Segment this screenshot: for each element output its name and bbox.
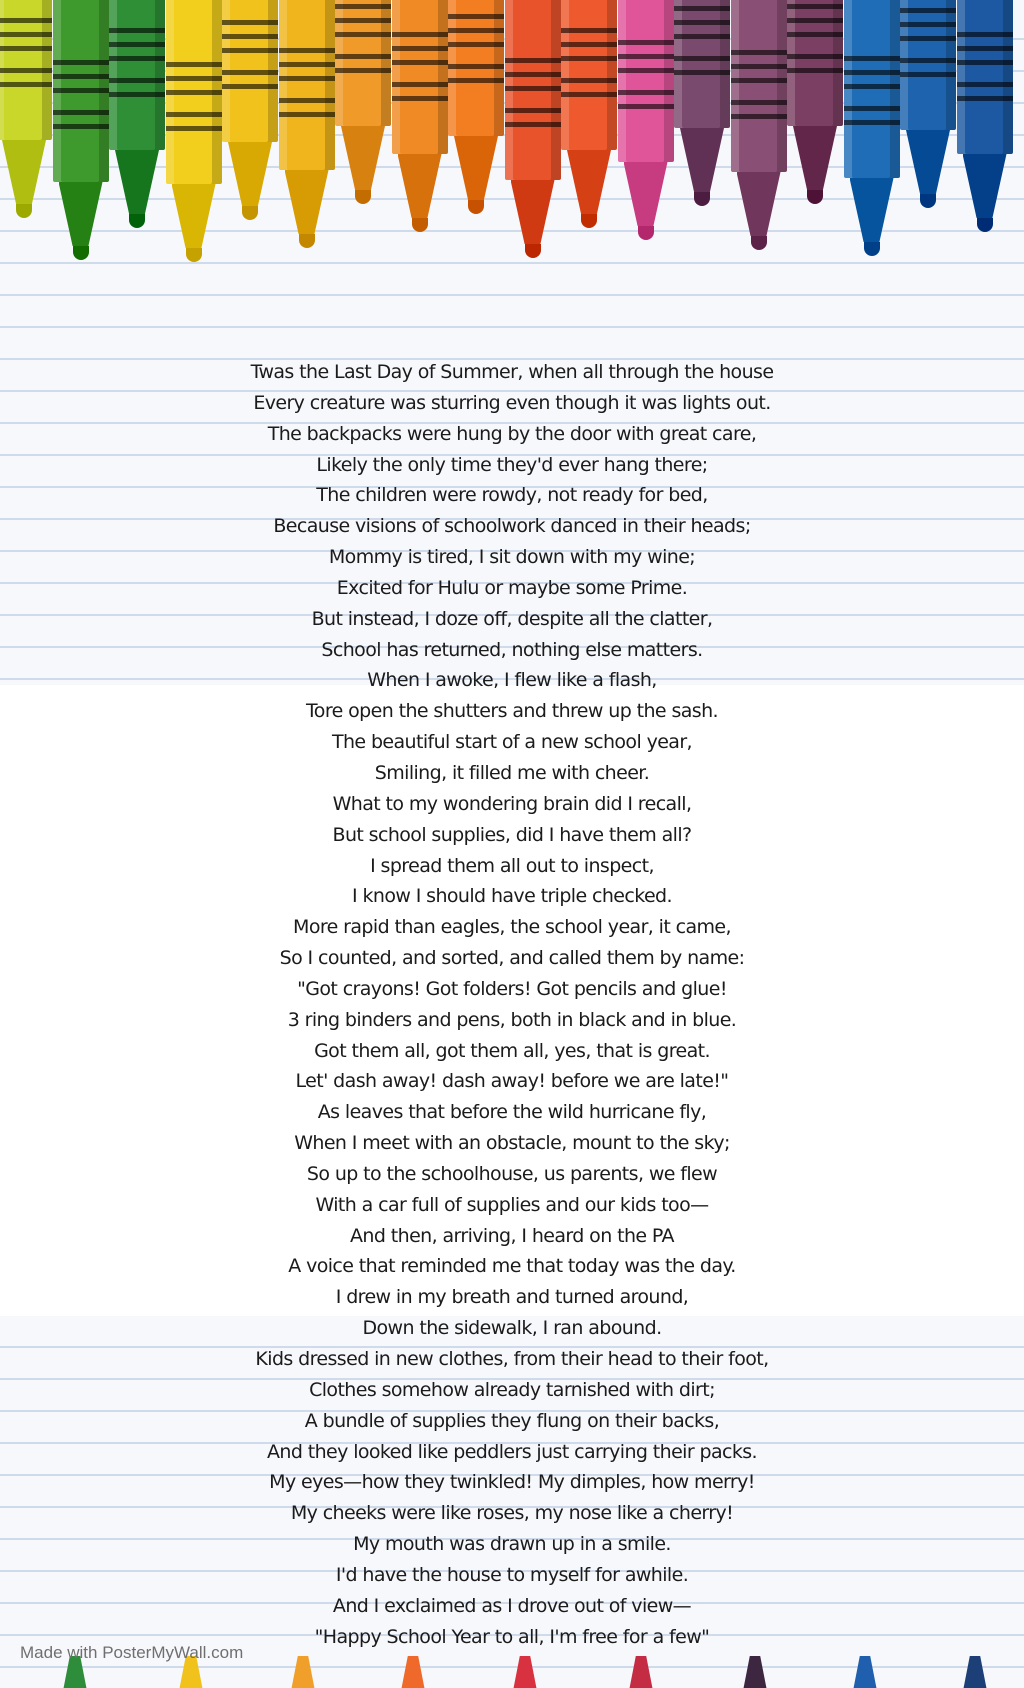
crayon [448, 0, 504, 270]
poem-line: But instead, I doze off, despite all the clatter, [311, 607, 713, 630]
poem-line: School has returned, nothing else matters. [321, 638, 703, 661]
poem-line: My cheeks were like roses, my nose like a cherry! [290, 1502, 734, 1525]
poem-line: Kids dressed in new clothes, from their head to their foot, [255, 1348, 769, 1370]
poem-line: Mommy is tired, I sit down with my wine; [328, 546, 696, 569]
poem-line: Tore open the shutters and threw up the sash. [306, 700, 718, 723]
crayon [335, 0, 391, 270]
poem-line: Clothes somehow already tarnished with dirt; [309, 1378, 715, 1401]
poem-line: And they looked like peddlers just carrying their packs. [266, 1440, 757, 1463]
poem-line: 3 ring binders and pens, both in black and in blue. [287, 1008, 737, 1031]
poem-line: Twas the Last Day of Summer, when all through the house [250, 361, 774, 383]
crayon-tip [400, 1656, 426, 1688]
poem-line: I know I should have triple checked. [352, 885, 672, 908]
poem-line: "Got crayons! Got folders! Got pencils and glue! [297, 977, 727, 1000]
poem-line: And I exclaimed as I drove out of view— [332, 1594, 692, 1617]
poem-line: The beautiful start of a new school year, [331, 731, 692, 754]
poem-line: What to my wondering brain did I recall, [332, 792, 692, 815]
crayon [957, 0, 1013, 270]
poem-line: Because visions of schoolwork danced in their heads; [273, 515, 751, 538]
poem-line: So I counted, and sorted, and called them by name: [279, 947, 745, 970]
poem-line: The children were rowdy, not ready for bed, [316, 484, 708, 507]
crayon [900, 0, 956, 270]
poem-line: Excited for Hulu or maybe some Prime. [336, 576, 688, 599]
crayon [674, 0, 730, 270]
poem-line: I'd have the house to myself for awhile. [335, 1563, 689, 1586]
crayon [279, 0, 335, 270]
poem-line: Got them all, got them all, yes, that is great. [314, 1039, 710, 1062]
poem-line: But school supplies, did I have them all? [332, 823, 692, 846]
crayon [618, 0, 674, 270]
crayons-top-row [0, 0, 1024, 350]
poem-line: A bundle of supplies they flung on their backs, [304, 1409, 720, 1432]
poem-line: So up to the schoolhouse, us parents, we flew [306, 1162, 718, 1185]
crayon [222, 0, 278, 270]
poem-line: When I meet with an obstacle, mount to the sky; [294, 1132, 730, 1155]
crayon [0, 0, 52, 270]
poem-line: Let' dash away! dash away! before we are late!" [295, 1070, 729, 1093]
poem-line: "Happy School Year to all, I'm free for a few" [314, 1625, 710, 1648]
crayon [505, 0, 561, 270]
poem-line: As leaves that before the wild hurricane fly, [317, 1101, 707, 1124]
poem-line: More rapid than eagles, the school year, it came, [293, 916, 731, 939]
crayon-tip [512, 1656, 538, 1688]
poem-line: When I awoke, I flew like a flash, [367, 669, 657, 692]
crayon-tip [290, 1656, 316, 1688]
crayon [166, 0, 222, 270]
crayon-tip [742, 1656, 768, 1688]
poem-line: Likely the only time they'd ever hang there; [316, 453, 708, 476]
crayon [787, 0, 843, 270]
poem-line: I drew in my breath and turned around, [335, 1286, 689, 1309]
crayon-tip [628, 1656, 654, 1688]
crayon [53, 0, 109, 270]
crayon-tip [852, 1656, 878, 1688]
poem-line: My eyes—how they twinkled! My dimples, how merry! [269, 1471, 755, 1494]
poem-line: Down the sidewalk, I ran abound. [362, 1317, 662, 1340]
crayon-tip [962, 1656, 988, 1688]
poem-line: Every creature was sturring even though it was lights out. [253, 391, 771, 414]
crayon [392, 0, 448, 270]
crayon [731, 0, 787, 270]
poem-line: I spread them all out to inspect, [370, 854, 654, 877]
poem [0, 357, 1024, 1652]
watermark: Made with PosterMyWall.com [20, 1643, 244, 1662]
poem-line: My mouth was drawn up in a smile. [353, 1533, 671, 1556]
poem-line: A voice that reminded me that today was the day. [288, 1255, 736, 1278]
poem-line: Smiling, it filled me with cheer. [374, 761, 650, 784]
crayon [561, 0, 617, 270]
crayon [109, 0, 165, 270]
crayon [844, 0, 900, 270]
poem-line: With a car full of supplies and our kids too— [315, 1193, 709, 1216]
poem-line: And then, arriving, I heard on the PA [350, 1224, 674, 1247]
poem-line: The backpacks were hung by the door with great care, [267, 422, 757, 445]
